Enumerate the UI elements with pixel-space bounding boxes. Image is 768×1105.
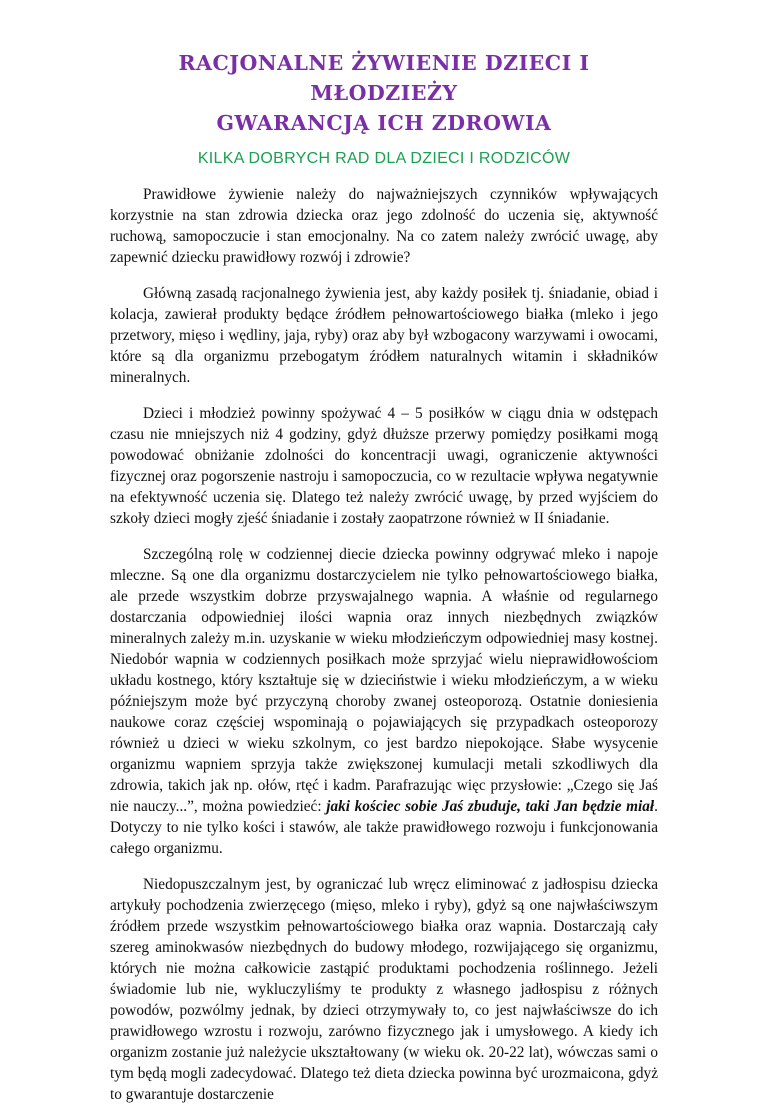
paragraph-milk [110,544,658,859]
paragraph-milk-text: Szczególną rolę w codziennej diecie dziecka powinny odgrywać mleko i napoje mleczne. Są one dla organizmu dostarczycielem nie tylko pełnowartościowego białka, ale przede wszystkim dobrze przyswajalnego wapnia. A właśnie od regularnego dostarczania odpowiedniej ilości wapnia oraz innych niezbędnych związków mineralnych zależy m.in. uzyskanie w wieku młodzieńczym odpowiedniej masy kostnej. Niedobór wapnia w codziennych posiłkach może sprzyjać wielu nieprawidłowościom układu kostnego, który kształtuje się w dzieciństwie i wieku młodzieńczym, a w wieku późniejszym może być przyczyną choroby zwanej osteoporozą. Ostatnie doniesienia naukowe coraz częściej wspominają o pojawiających się przypadkach osteoporozy również u dzieci w wieku szkolnym, co jest bardzo niepokojące. Słabe wysycenie organizmu wapniem sprzyja także zwiększonej kumulacji metali szkodliwych dla zdrowia, takich jak np. ołów, rtęć i kadm. Parafrazując więc przysłowie: „Czego się Jaś nie nauczy...”, można powiedzieć: [110,546,658,815]
title-line-1: RACJONALNE ŻYWIENIE DZIECI I MŁODZIEŻY [178,51,590,105]
title-line-2: GWARANCJĄ ICH ZDROWIA [216,111,552,135]
paragraph-animal-products: Niedopuszczalnym jest, by ograniczać lub wręcz eliminować z jadłospisu dziecka artykuły pochodzenia zwierzęcego (mięso, mleko i ryby), gdyż są one najwłaściwszym źródłem przede wszystkim pełnowartościowego białka oraz wapnia. Dostarczają cały szereg aminokwasów niezbędnych do budowy młodego, rozwijającego się organizmu, których nie można całkowicie zastąpić produktami pochodzenia roślinnego. Jeżeli świadomie lub nie, wykluczyliśmy te produkty z własnego jadłospisu z różnych powodów, pozwólmy jednak, by dzieci otrzymywały to, co jest najwłaściwsze do ich prawidłowego wzrostu i rozwoju, zarówno fizycznego jak i umysłowego. A kiedy ich organizm zostanie już należycie ukształtowany (w wieku ok. 20-22 lat), wówczas sami o tym będą mogli zadecydować. Dlatego też dieta dziecka powinna być urozmaicona, gdyż to gwarantuje dostarczenie [110,876,658,1103]
paragraph-intro: Prawidłowe żywienie należy do najważniejszych czynników wpływających korzystnie na stan zdrowia dziecka oraz jego zdolność do uczenia się, aktywność ruchową, samopoczucie i stan emocjonalny. Na co zatem należy zwrócić uwagę, aby zapewnić dziecku prawidłowy rozwój i zdrowie? [110,186,658,266]
paragraph-main-rule: Główną zasadą racjonalnego żywienia jest, aby każdy posiłek tj. śniadanie, obiad i kolacja, zawierał produkty będące źródłem pełnowartościowego białka (mleko i jego przetwory, mięso i wędliny, jaja, ryby) oraz aby był wzbogacony warzywami i owocami, które są dla organizmu przebogatym źródłem naturalnych witamin i składników mineralnych. [110,285,658,386]
paragraph-meals: Dzieci i młodzież powinny spożywać 4 – 5 posiłków w ciągu dnia w odstępach czasu nie mniejszych niż 4 godziny, gdyż dłuższe przerwy pomiędzy posiłkami mogą powodować obniżanie zdolności do koncentracji uwagi, ograniczenie aktywności fizycznej oraz pogorszenie nastroju i samopoczucia, co w rezultacie wpływa negatywnie na efektywność uczenia się. Dlatego też należy zwrócić uwagę, by przed wyjściem do szkoły dzieci mogły zjeść śniadanie i zostały zaopatrzone również w II śniadanie. [110,405,658,527]
document-body [110,184,658,1105]
paragraph-milk-text-end: . Dotyczy to nie tylko kości i stawów, ale także prawidłowego rozwoju i funkcjonowania całego organizmu. [110,798,658,857]
proverb-emphasis: jaki kościec sobie Jaś zbuduje, taki Jan będzie miał [326,798,655,815]
document-title [110,48,658,138]
document-subtitle: KILKA DOBRYCH RAD DLA DZIECI I RODZICÓW [197,150,571,167]
